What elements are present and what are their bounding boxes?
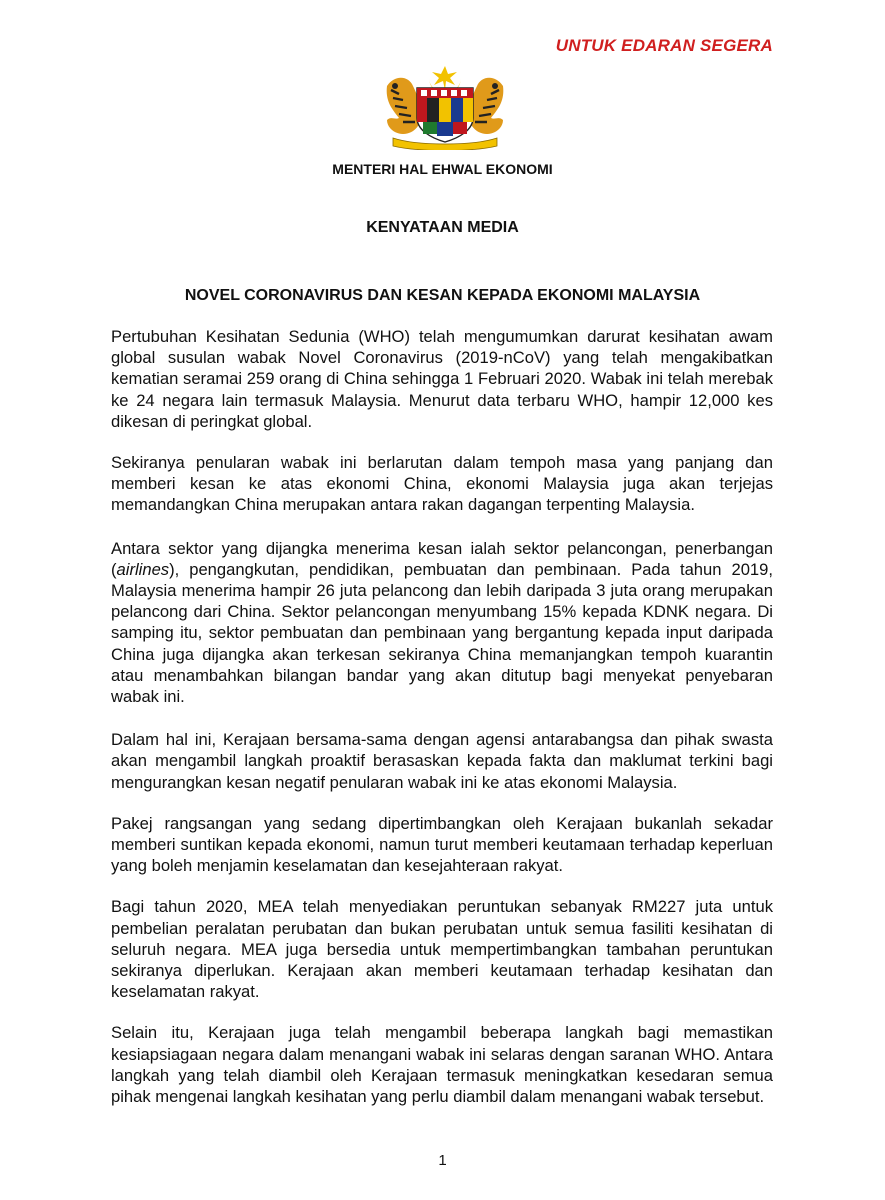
paragraph: Pakej rangsangan yang sedang dipertimbangkan oleh Kerajaan bukanlah sekadar memberi suntikan kepada ekonomi, namun turut memberi keutamaan terhadap keperluan yang boleh menjamin keselamatan dan kesejahteraan rakyat. <box>111 813 773 876</box>
italic-term: airlines <box>116 559 170 579</box>
coat-of-arms-of-malaysia-icon <box>377 64 513 150</box>
paragraph-text: ), pengangkutan, pendidikan, pembuatan dan pembinaan. Pada tahun 2019, Malaysia menerima hampir 26 juta pelancong dan lebih daripada 3 juta orang merupakan pelancong dari China. Sektor pelancongan menyumbang 15% kepada KDNK negara. Di samping itu, sektor pembuatan dan pembinaan yang bergantung kepada input daripada China juga dijangka akan terkesan sekiranya China memanjangkan tempoh kuarantin atau menambahkan bilangan bandar yang akan ditutup bagi menyekat penyebaran wabak ini. <box>111 559 773 707</box>
paragraph-text: Antara sektor yang dijangka menerima kesan ialah sektor pelancongan, penerbangan ( <box>111 538 773 579</box>
ministry-name: MENTERI HAL EHWAL EKONOMI <box>332 161 553 177</box>
paragraph: Selain itu, Kerajaan juga telah mengambil beberapa langkah bagi memastikan kesiapsiagaan negara dalam menangani wabak ini selaras dengan saranan WHO. Antara langkah yang telah diambil oleh Kerajaan termasuk meningkatkan kesedaran semua pihak mengenai langkah kesihatan yang perlu diambil dalam menangani wabak tersebut. <box>111 1023 773 1107</box>
paragraph: Pertubuhan Kesihatan Sedunia (WHO) telah mengumumkan darurat kesihatan awam global susulan wabak Novel Coronavirus (2019-nCoV) yang telah mengakibatkan kematian seramai 259 orang di China sehingga 1 Februari 2020. Wabak ini telah merebak ke 24 negara lain termasuk Malaysia. Menurut data terbaru WHO, hampir 12,000 kes dikesan di peringkat global. <box>111 327 773 431</box>
paragraph: Dalam hal ini, Kerajaan bersama-sama dengan agensi antarabangsa dan pihak swasta akan mengambil langkah proaktif berasaskan kepada fakta dan maklumat terkini bagi mengurangkan kesan negatif penularan wabak ini ke atas ekonomi Malaysia. <box>111 730 773 792</box>
document-type-heading: KENYATAAN MEDIA <box>366 219 519 236</box>
paragraph: Sekiranya penularan wabak ini berlarutan dalam tempoh masa yang panjang dan memberi kesan ke atas ekonomi China, ekonomi Malaysia juga akan terjejas memandangkan China merupakan antara rakan dagangan terpenting Malaysia. <box>111 453 773 515</box>
page-number: 1 <box>438 1152 447 1169</box>
document-title: NOVEL CORONAVIRUS DAN KESAN KEPADA EKONOMI MALAYSIA <box>184 287 701 304</box>
paragraph <box>111 538 773 708</box>
paragraph: Bagi tahun 2020, MEA telah menyediakan peruntukan sebanyak RM227 juta untuk pembelian peralatan perubatan dan bukan perubatan untuk semua fasiliti kesihatan di seluruh negara. MEA juga bersedia untuk mempertimbangkan tambahan peruntukan sekiranya diperlukan. Kerajaan akan memberi keutamaan terhadap kesihatan dan keselamatan rakyat. <box>111 897 773 1002</box>
statement-body <box>111 326 773 1127</box>
release-tag: UNTUK EDARAN SEGERA <box>555 36 773 55</box>
